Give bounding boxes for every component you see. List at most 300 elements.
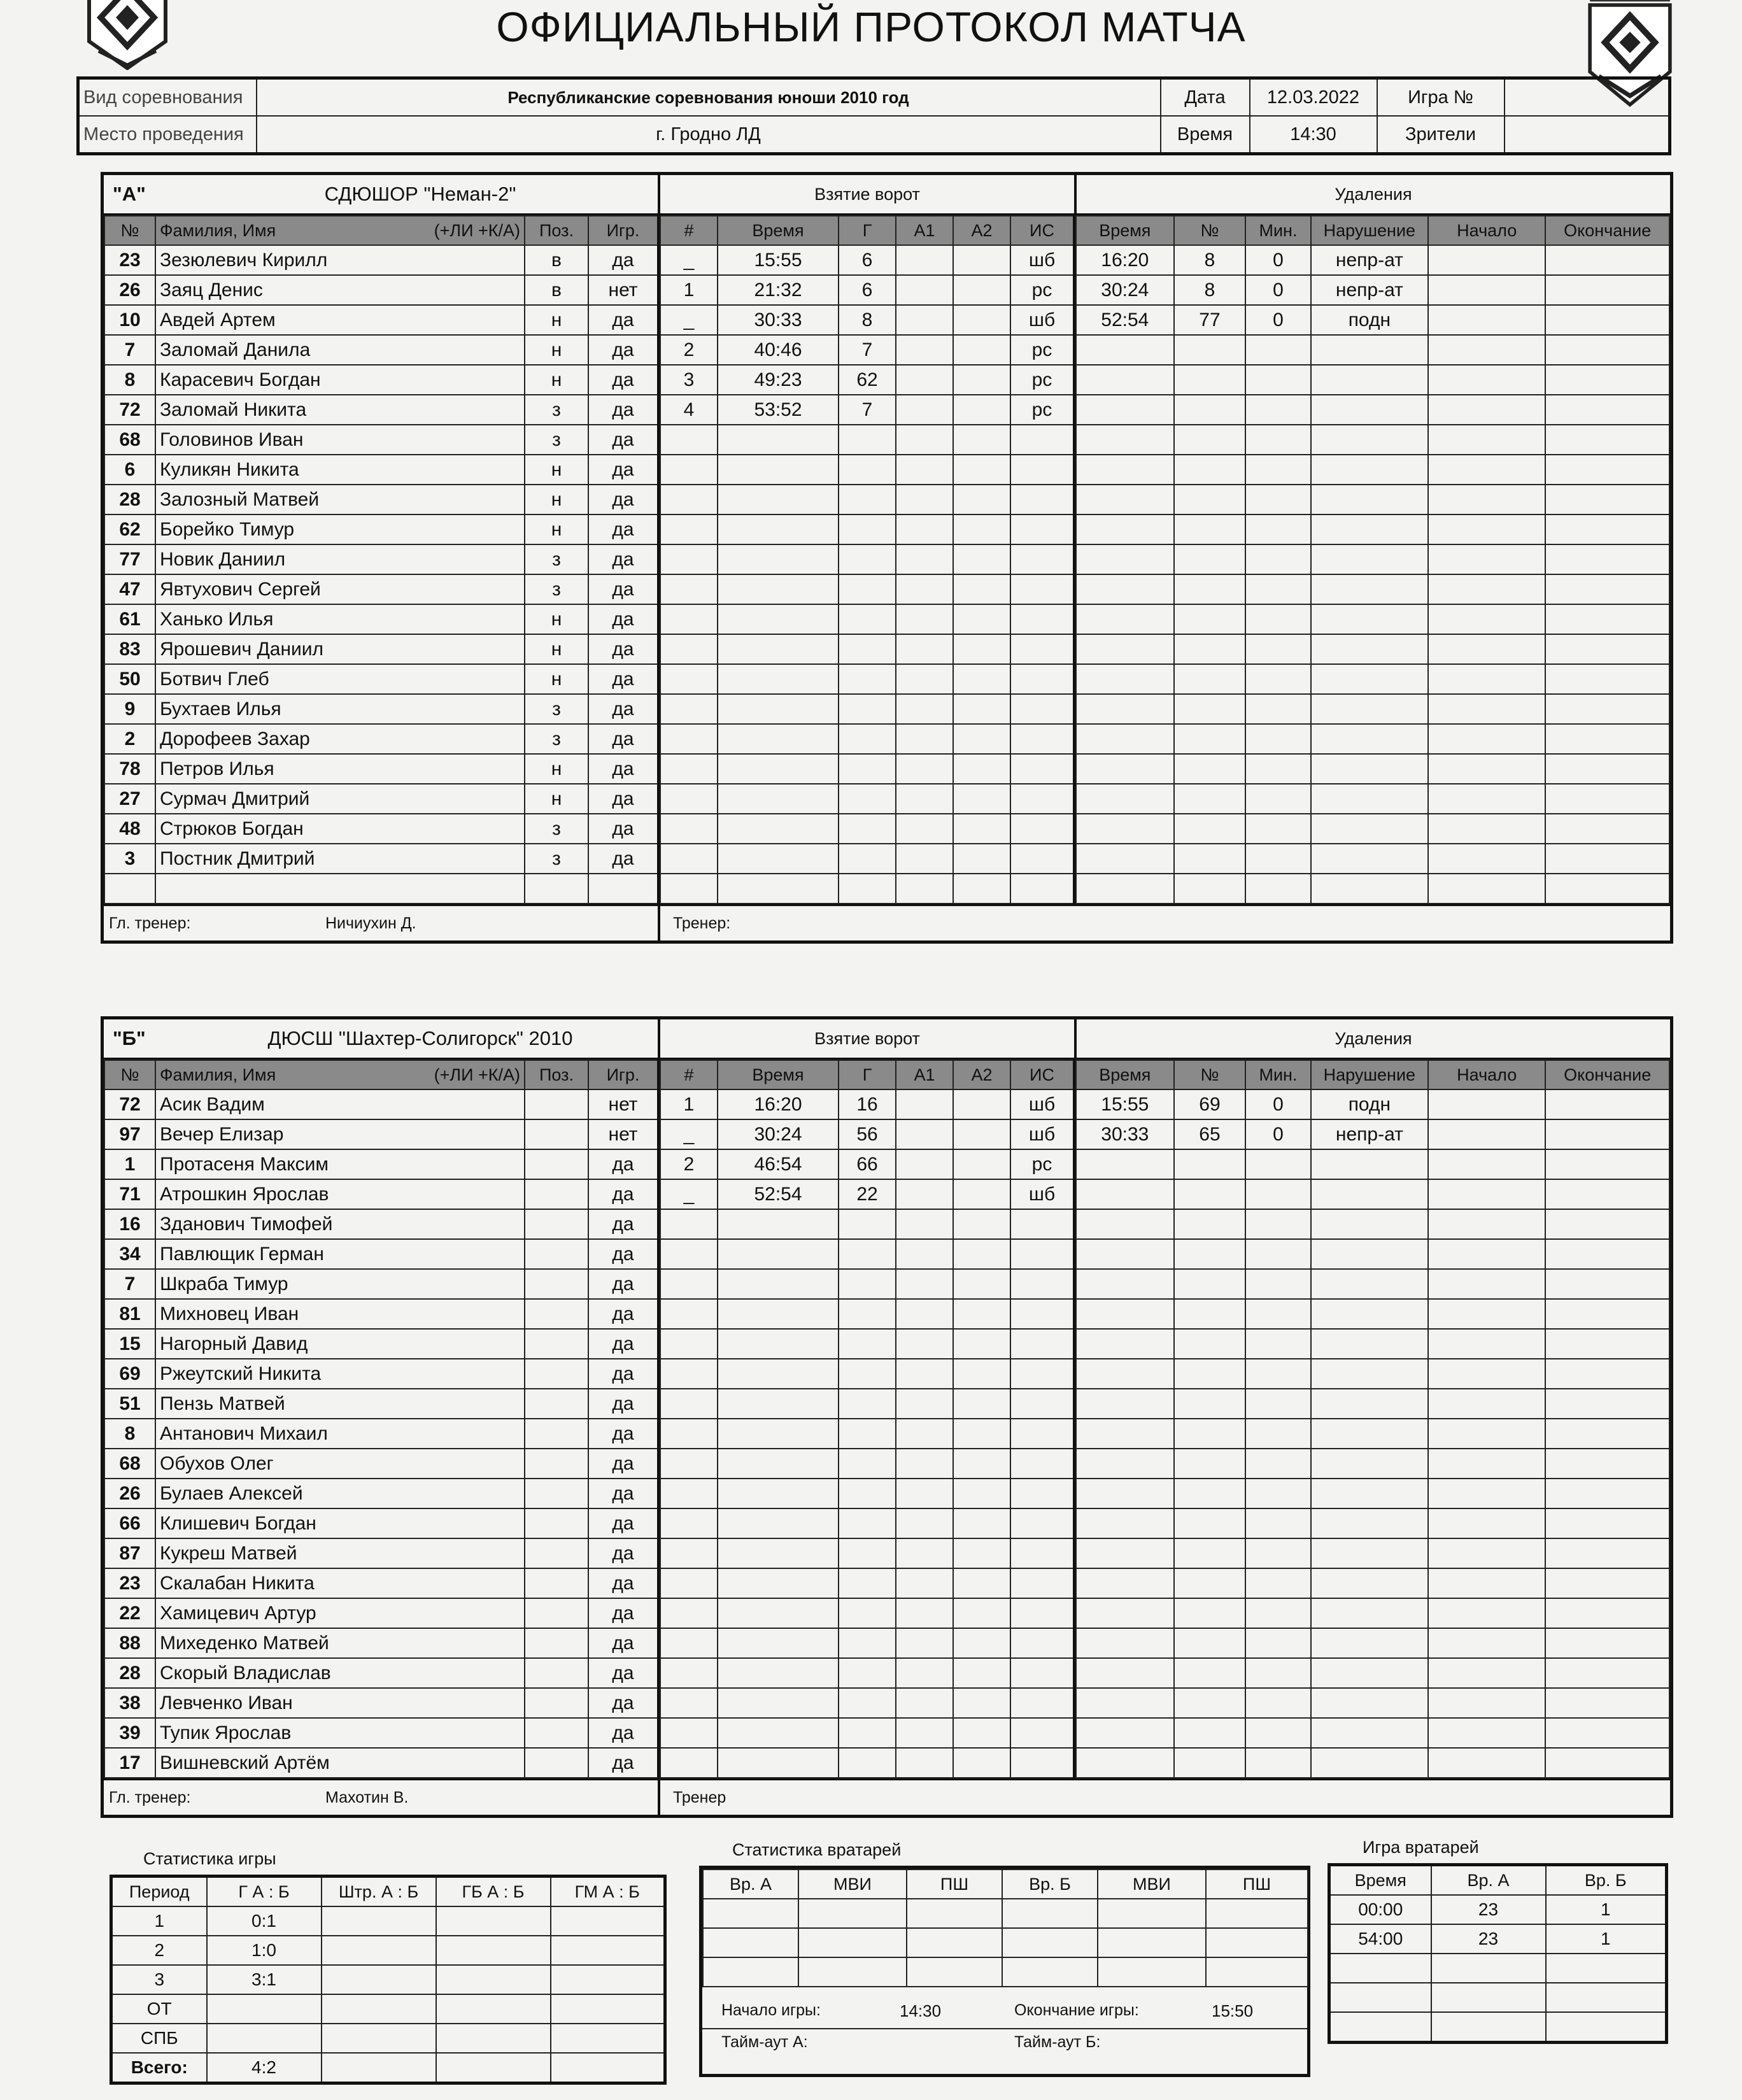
venue-label: Место проведения xyxy=(78,116,257,154)
roster-header: № xyxy=(104,216,155,245)
penalty-no xyxy=(1174,365,1246,395)
player-number: 17 xyxy=(104,1748,155,1778)
goal-time xyxy=(718,574,839,604)
player-number: 39 xyxy=(104,1718,155,1748)
table-row xyxy=(660,844,1074,874)
goals-table xyxy=(660,1060,1075,1778)
player-played: да xyxy=(588,1538,658,1568)
goal-time xyxy=(718,425,839,455)
head-coach xyxy=(104,1780,660,1815)
goalie-play-empty xyxy=(1329,1954,1431,1983)
player-name: Авдей Артем xyxy=(155,305,525,335)
player-number: 83 xyxy=(104,634,155,664)
penalty-time xyxy=(1076,1149,1174,1179)
goal-a2 xyxy=(953,1419,1010,1449)
goal-type: рс xyxy=(1010,395,1074,425)
goal-g: 6 xyxy=(839,245,896,275)
table-row xyxy=(111,2053,665,2083)
goal-a1 xyxy=(896,1598,953,1628)
penalty-infraction xyxy=(1311,455,1428,485)
player-name: Михеденко Матвей xyxy=(155,1628,525,1658)
penalty-no xyxy=(1174,664,1246,694)
goal-type xyxy=(1010,694,1074,724)
goal-time xyxy=(718,604,839,634)
game-stats-gb xyxy=(436,2024,551,2053)
goal-a1 xyxy=(896,1508,953,1538)
penalty-start xyxy=(1428,544,1545,574)
penalty-no xyxy=(1174,544,1246,574)
goal-time xyxy=(718,1628,839,1658)
penalty-no: 8 xyxy=(1174,245,1246,275)
goal-a2 xyxy=(953,634,1010,664)
goal-a1 xyxy=(896,485,953,514)
goal-a1 xyxy=(896,1089,953,1119)
penalty-no xyxy=(1174,844,1246,874)
game-stats-gm xyxy=(551,1994,665,2024)
goal-g xyxy=(839,1538,896,1568)
goal-time xyxy=(718,1598,839,1628)
table-row xyxy=(1076,1329,1669,1359)
penalty-infraction xyxy=(1311,844,1428,874)
penalty-time xyxy=(1076,574,1174,604)
goal-n xyxy=(660,1718,718,1748)
penalty-min: 0 xyxy=(1245,1089,1310,1119)
player-number: 62 xyxy=(104,514,155,544)
table-row xyxy=(104,425,658,455)
goal-type: шб xyxy=(1010,1179,1074,1209)
player-position xyxy=(525,1508,588,1538)
table-row xyxy=(104,1479,658,1508)
penalty-start xyxy=(1428,365,1545,395)
penalty-time xyxy=(1076,395,1174,425)
goal-g xyxy=(839,455,896,485)
game-stats-pim xyxy=(322,1994,436,2024)
penalty-start xyxy=(1428,425,1545,455)
player-number: 87 xyxy=(104,1538,155,1568)
penalty-time: 16:20 xyxy=(1076,245,1174,275)
penalty-start xyxy=(1428,814,1545,844)
penalty-end xyxy=(1545,1089,1669,1119)
goal-a1 xyxy=(896,245,953,275)
goalie-play-b: 1 xyxy=(1546,1895,1667,1924)
player-name: Левченко Иван xyxy=(155,1688,525,1718)
goal-time xyxy=(718,1568,839,1598)
table-row xyxy=(1076,1179,1669,1209)
penalty-time xyxy=(1076,814,1174,844)
game-stats-header: ГМ А : Б xyxy=(551,1877,665,1907)
goal-n: 1 xyxy=(660,275,718,305)
goal-time xyxy=(718,874,839,904)
penalty-min xyxy=(1245,395,1310,425)
penalty-min xyxy=(1245,335,1310,365)
goal-a2 xyxy=(953,784,1010,814)
table-row xyxy=(660,814,1074,844)
goal-n: _ xyxy=(660,245,718,275)
date-label: Дата xyxy=(1161,78,1250,117)
player-played: да xyxy=(588,844,658,874)
goal-n: 1 xyxy=(660,1089,718,1119)
penalty-time xyxy=(1076,694,1174,724)
penalty-no xyxy=(1174,694,1246,724)
player-played: да xyxy=(588,664,658,694)
goal-type xyxy=(1010,1449,1074,1479)
goal-g: 62 xyxy=(839,365,896,395)
goal-g: 22 xyxy=(839,1179,896,1209)
goal-a2 xyxy=(953,335,1010,365)
goal-time xyxy=(718,1748,839,1778)
player-position xyxy=(525,1299,588,1329)
penalty-start xyxy=(1428,1748,1545,1778)
penalty-start xyxy=(1428,455,1545,485)
table-row xyxy=(660,1299,1074,1329)
coach xyxy=(660,914,1670,933)
goal-time xyxy=(718,754,839,784)
player-name: Скорый Владислав xyxy=(155,1658,525,1688)
goal-g xyxy=(839,1628,896,1658)
player-position: н xyxy=(525,365,588,395)
game-stats-pim xyxy=(322,1965,436,1994)
goal-a1 xyxy=(896,1688,953,1718)
goal-a1 xyxy=(896,574,953,604)
penalty-no xyxy=(1174,1718,1246,1748)
penalty-no xyxy=(1174,1299,1246,1329)
penalty-infraction xyxy=(1311,634,1428,664)
table-row xyxy=(660,1658,1074,1688)
goal-time xyxy=(718,1389,839,1419)
player-played: да xyxy=(588,634,658,664)
penalty-no xyxy=(1174,874,1246,904)
goal-time xyxy=(718,1718,839,1748)
goal-time xyxy=(718,814,839,844)
penalty-end xyxy=(1545,1538,1669,1568)
penalty-end xyxy=(1545,1419,1669,1449)
goalie-play-empty xyxy=(1431,2012,1546,2043)
player-played: да xyxy=(588,754,658,784)
game-stats-goals: 4:2 xyxy=(207,2053,322,2083)
penalty-time xyxy=(1076,1748,1174,1778)
goal-a2 xyxy=(953,844,1010,874)
penalty-time xyxy=(1076,455,1174,485)
table-row xyxy=(111,1965,665,1994)
table-row xyxy=(1076,1119,1669,1149)
penalty-end xyxy=(1545,1688,1669,1718)
goal-type xyxy=(1010,1538,1074,1568)
table-row xyxy=(660,275,1074,305)
goal-type xyxy=(1010,1209,1074,1239)
goal-time: 49:23 xyxy=(718,365,839,395)
goal-n xyxy=(660,664,718,694)
player-name: Новик Даниил xyxy=(155,544,525,574)
player-position xyxy=(525,1449,588,1479)
player-number: 61 xyxy=(104,604,155,634)
goal-header: ИС xyxy=(1010,216,1074,245)
goal-a2 xyxy=(953,1508,1010,1538)
penalty-min xyxy=(1245,1479,1310,1508)
game-number-value xyxy=(1505,78,1670,117)
penalty-infraction xyxy=(1311,1508,1428,1538)
penalty-no xyxy=(1174,1479,1246,1508)
penalty-min xyxy=(1245,1628,1310,1658)
penalty-no xyxy=(1174,724,1246,754)
penalty-time xyxy=(1076,1718,1174,1748)
penalty-time xyxy=(1076,634,1174,664)
goalie-stats-header: Вр. А xyxy=(703,1869,798,1899)
table-row xyxy=(660,1449,1074,1479)
goal-n xyxy=(660,485,718,514)
penalty-end xyxy=(1545,305,1669,335)
player-name: Клишевич Богдан xyxy=(155,1508,525,1538)
penalty-min xyxy=(1245,1149,1310,1179)
penalty-time: 15:55 xyxy=(1076,1089,1174,1119)
goal-n xyxy=(660,1688,718,1718)
goal-a2 xyxy=(953,1449,1010,1479)
goal-a1 xyxy=(896,814,953,844)
player-played: да xyxy=(588,1568,658,1598)
penalty-time xyxy=(1076,1479,1174,1508)
roster-header-label: Фамилия, Имя xyxy=(160,1065,276,1084)
player-number: 8 xyxy=(104,1419,155,1449)
goalie-play-table xyxy=(1328,1863,1668,2044)
goal-type xyxy=(1010,574,1074,604)
penalty-header: Мин. xyxy=(1245,1060,1310,1089)
goal-n xyxy=(660,784,718,814)
player-position xyxy=(525,1688,588,1718)
table-row xyxy=(104,1179,658,1209)
player-name: Зданович Тимофей xyxy=(155,1209,525,1239)
player-name: Скалабан Никита xyxy=(155,1568,525,1598)
penalty-min xyxy=(1245,574,1310,604)
table-row xyxy=(104,1598,658,1628)
penalty-start xyxy=(1428,395,1545,425)
player-number: 34 xyxy=(104,1239,155,1269)
penalty-end xyxy=(1545,1508,1669,1538)
table-row xyxy=(1076,1149,1669,1179)
penalty-end xyxy=(1545,1598,1669,1628)
table-row xyxy=(104,1419,658,1449)
table-row xyxy=(1076,784,1669,814)
penalty-infraction xyxy=(1311,754,1428,784)
goal-a2 xyxy=(953,1299,1010,1329)
player-number: 77 xyxy=(104,544,155,574)
penalty-min: 0 xyxy=(1245,305,1310,335)
penalty-infraction xyxy=(1311,1449,1428,1479)
player-played: да xyxy=(588,425,658,455)
table-row xyxy=(660,1628,1074,1658)
goals-section-title: Взятие ворот xyxy=(660,175,1077,213)
goal-g xyxy=(839,1299,896,1329)
goal-a1 xyxy=(896,1179,953,1209)
goal-a1 xyxy=(896,1658,953,1688)
penalty-no xyxy=(1174,335,1246,365)
date-value: 12.03.2022 xyxy=(1250,78,1377,117)
player-number: 7 xyxy=(104,1269,155,1299)
player-position: н xyxy=(525,604,588,634)
goal-a2 xyxy=(953,305,1010,335)
table-row xyxy=(104,1089,658,1119)
game-stats-gb xyxy=(436,1936,551,1965)
goal-a1 xyxy=(896,544,953,574)
goal-a1 xyxy=(896,365,953,395)
player-number: 3 xyxy=(104,844,155,874)
player-name: Булаев Алексей xyxy=(155,1479,525,1508)
goal-type xyxy=(1010,1718,1074,1748)
penalty-start xyxy=(1428,1479,1545,1508)
goal-a2 xyxy=(953,664,1010,694)
player-position: н xyxy=(525,784,588,814)
player-played: да xyxy=(588,1209,658,1239)
table-row xyxy=(1329,2012,1667,2043)
table-row xyxy=(104,1568,658,1598)
game-number-label: Игра № xyxy=(1377,78,1505,117)
goal-n xyxy=(660,1658,718,1688)
player-position xyxy=(525,1628,588,1658)
goal-a2 xyxy=(953,1089,1010,1119)
player-name: Атрошкин Ярослав xyxy=(155,1179,525,1209)
time-label: Время xyxy=(1161,116,1250,154)
penalty-min xyxy=(1245,514,1310,544)
penalty-start xyxy=(1428,1329,1545,1359)
roster-header: Поз. xyxy=(525,1060,588,1089)
penalty-time xyxy=(1076,1688,1174,1718)
table-row xyxy=(111,1936,665,1965)
player-name: Пензь Матвей xyxy=(155,1389,525,1419)
goal-type xyxy=(1010,1688,1074,1718)
table-row xyxy=(104,485,658,514)
game-stats-title: Статистика игры xyxy=(143,1849,276,1868)
penalty-start xyxy=(1428,1089,1545,1119)
player-number: 78 xyxy=(104,754,155,784)
game-start-value: 14:30 xyxy=(900,2001,942,2020)
goal-a1 xyxy=(896,844,953,874)
goalie-play-header: Вр. А xyxy=(1431,1865,1546,1896)
goal-a1 xyxy=(896,604,953,634)
roster-header xyxy=(155,1060,525,1089)
player-played: да xyxy=(588,1449,658,1479)
goal-a1 xyxy=(896,1628,953,1658)
player-played: да xyxy=(588,1628,658,1658)
penalty-infraction xyxy=(1311,1209,1428,1239)
penalty-start xyxy=(1428,664,1545,694)
penalty-no xyxy=(1174,1269,1246,1299)
penalty-start xyxy=(1428,514,1545,544)
player-position: н xyxy=(525,485,588,514)
goalie-play-b: 1 xyxy=(1546,1924,1667,1954)
table-row xyxy=(1076,634,1669,664)
player-played: да xyxy=(588,1479,658,1508)
penalty-end xyxy=(1545,1269,1669,1299)
goalie-stats-table xyxy=(702,1869,1308,1987)
penalty-no xyxy=(1174,395,1246,425)
table-row xyxy=(660,425,1074,455)
penalty-infraction xyxy=(1311,874,1428,904)
team-header xyxy=(104,175,660,213)
player-position xyxy=(525,1179,588,1209)
penalty-start xyxy=(1428,305,1545,335)
penalty-infraction xyxy=(1311,395,1428,425)
roster-header: № xyxy=(104,1060,155,1089)
penalty-start xyxy=(1428,1538,1545,1568)
goalie-play-empty xyxy=(1431,1983,1546,2012)
goal-type: рс xyxy=(1010,365,1074,395)
game-stats-period: СПБ xyxy=(111,2024,207,2053)
goal-type: шб xyxy=(1010,1119,1074,1149)
table-row xyxy=(104,784,658,814)
penalty-start xyxy=(1428,844,1545,874)
penalty-infraction xyxy=(1311,664,1428,694)
goal-time xyxy=(718,1688,839,1718)
goal-time: 40:46 xyxy=(718,335,839,365)
player-number: 69 xyxy=(104,1359,155,1389)
goal-n xyxy=(660,1598,718,1628)
goal-g xyxy=(839,784,896,814)
player-played: нет xyxy=(588,1119,658,1149)
penalty-no xyxy=(1174,1598,1246,1628)
penalty-min xyxy=(1245,1568,1310,1598)
penalty-infraction xyxy=(1311,1538,1428,1568)
penalty-no xyxy=(1174,455,1246,485)
table-row xyxy=(660,1419,1074,1449)
penalty-start xyxy=(1428,1389,1545,1419)
player-number: 16 xyxy=(104,1209,155,1239)
penalty-infraction xyxy=(1311,1329,1428,1359)
penalty-no xyxy=(1174,1748,1246,1778)
player-name: Бухтаев Илья xyxy=(155,694,525,724)
roster-header: Игр. xyxy=(588,1060,658,1089)
goal-type xyxy=(1010,544,1074,574)
penalty-end xyxy=(1545,1389,1669,1419)
goal-n xyxy=(660,844,718,874)
table-row xyxy=(1076,1449,1669,1479)
goal-time xyxy=(718,544,839,574)
penalty-header: Мин. xyxy=(1245,216,1310,245)
player-name: Петров Илья xyxy=(155,754,525,784)
player-played: нет xyxy=(588,1089,658,1119)
goalie-play-empty xyxy=(1329,2012,1431,2043)
goal-n xyxy=(660,1359,718,1389)
penalty-no xyxy=(1174,1658,1246,1688)
goal-type xyxy=(1010,1628,1074,1658)
table-row xyxy=(1076,455,1669,485)
goal-g xyxy=(839,874,896,904)
game-stats-goals xyxy=(207,1994,322,2024)
goal-type: рс xyxy=(1010,335,1074,365)
goal-n: 3 xyxy=(660,365,718,395)
goal-a2 xyxy=(953,1239,1010,1269)
table-row xyxy=(660,604,1074,634)
player-position xyxy=(525,1658,588,1688)
goal-g xyxy=(839,664,896,694)
player-position xyxy=(525,1359,588,1389)
player-position: н xyxy=(525,455,588,485)
game-stats-period: 2 xyxy=(111,1936,207,1965)
goal-g: 16 xyxy=(839,1089,896,1119)
penalty-infraction xyxy=(1311,1269,1428,1299)
goal-a1 xyxy=(896,1718,953,1748)
penalty-infraction xyxy=(1311,694,1428,724)
penalty-time xyxy=(1076,1329,1174,1359)
game-stats-pim xyxy=(322,1906,436,1936)
player-name: Вишневский Артём xyxy=(155,1748,525,1778)
table-row xyxy=(104,1119,658,1149)
player-played: нет xyxy=(588,275,658,305)
penalty-time xyxy=(1076,1179,1174,1209)
goal-n: 2 xyxy=(660,1149,718,1179)
table-row xyxy=(1076,874,1669,904)
goal-header: А2 xyxy=(953,216,1010,245)
penalty-end xyxy=(1545,365,1669,395)
goal-time xyxy=(718,724,839,754)
goal-type xyxy=(1010,724,1074,754)
